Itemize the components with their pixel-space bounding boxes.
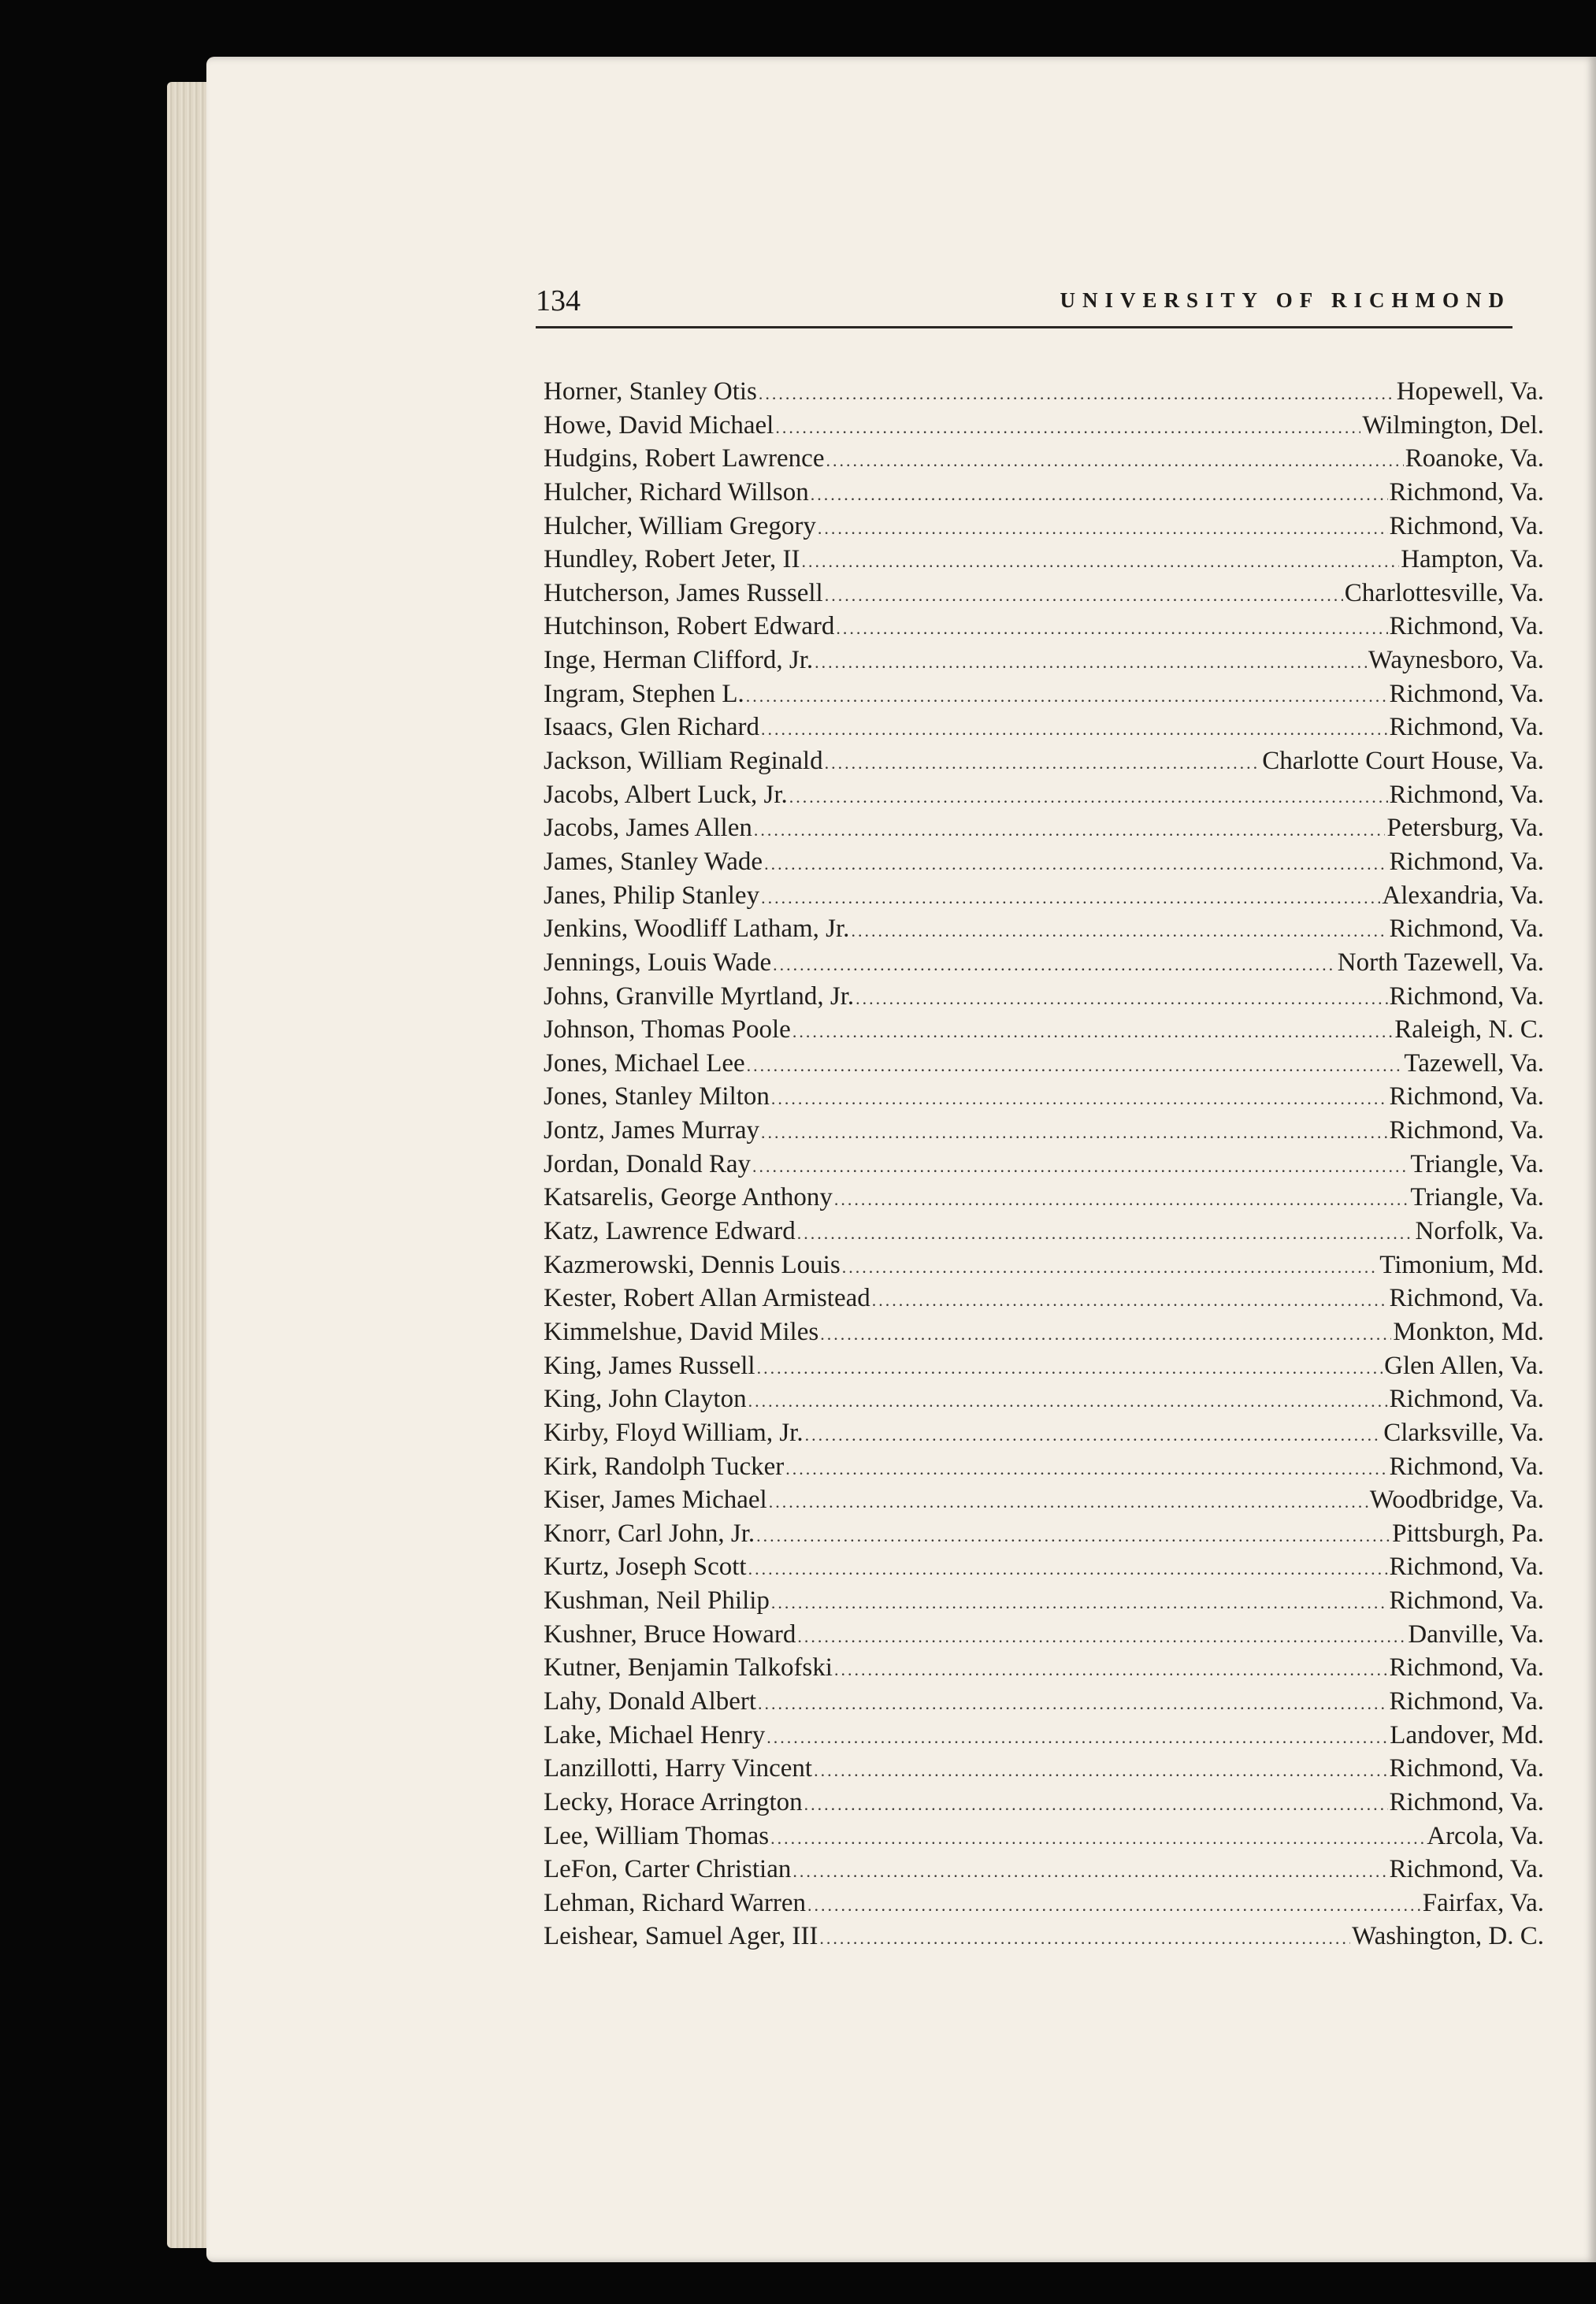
- dot-leader: [856, 982, 1387, 1016]
- directory-entry: [544, 1920, 1544, 1953]
- directory-entry: [544, 1786, 1544, 1820]
- entry-name: Hutcherson, James Russell: [544, 578, 823, 607]
- dot-leader: [761, 881, 1380, 915]
- entry-name: Kurtz, Joseph Scott: [544, 1553, 747, 1582]
- dot-leader: [820, 1318, 1391, 1352]
- dot-leader: [825, 747, 1261, 781]
- entry-name: Jones, Michael Lee: [544, 1048, 745, 1078]
- dot-leader: [759, 377, 1395, 411]
- entry-name: LeFon, Carter Christian: [544, 1855, 792, 1884]
- dot-leader: [758, 1687, 1387, 1721]
- entry-place: Richmond, Va.: [1389, 1082, 1544, 1111]
- entry-place: Washington, D. C.: [1352, 1922, 1544, 1951]
- entry-name: Kirby, Floyd William, Jr.: [544, 1418, 804, 1447]
- entry-place: Clarksville, Va.: [1383, 1418, 1544, 1447]
- directory-entry: [544, 744, 1544, 778]
- dot-leader: [792, 1015, 1393, 1049]
- dot-leader: [747, 1049, 1403, 1083]
- page-header: [536, 284, 1511, 320]
- dot-leader: [797, 1217, 1414, 1251]
- entry-name: Lee, William Thomas: [544, 1821, 770, 1850]
- dot-leader: [770, 1822, 1425, 1856]
- dot-leader: [748, 1553, 1388, 1586]
- entry-name: Jackson, William Reginald: [544, 747, 823, 776]
- directory-entry: [544, 1887, 1544, 1920]
- dot-leader: [764, 848, 1387, 881]
- directory-entry: [544, 1450, 1544, 1484]
- entry-name: Inge, Herman Clifford, Jr.: [544, 646, 814, 675]
- entry-name: Janes, Philip Stanley: [544, 881, 760, 910]
- entry-name: King, James Russell: [544, 1351, 755, 1380]
- entry-place: Raleigh, N. C.: [1394, 1015, 1544, 1044]
- entry-place: Hopewell, Va.: [1396, 377, 1544, 406]
- entry-place: Pittsburgh, Pa.: [1392, 1519, 1544, 1548]
- dot-leader: [834, 1183, 1409, 1217]
- entry-place: Richmond, Va.: [1389, 780, 1544, 809]
- entry-place: Richmond, Va.: [1389, 1452, 1544, 1481]
- directory-entry: [544, 1080, 1544, 1114]
- directory-entry: [544, 1382, 1544, 1416]
- entry-place: Richmond, Va.: [1389, 1686, 1544, 1716]
- entry-place: Richmond, Va.: [1389, 477, 1544, 506]
- entry-name: Horner, Stanley Otis: [544, 377, 757, 406]
- directory-entry: [544, 1618, 1544, 1652]
- dot-leader: [775, 411, 1360, 445]
- dot-leader: [757, 1352, 1383, 1386]
- directory-entry: [544, 1248, 1544, 1282]
- entry-name: Hulcher, Richard Willson: [544, 477, 809, 506]
- dot-leader: [802, 545, 1400, 579]
- directory-entry: [544, 811, 1544, 845]
- dot-leader: [756, 1519, 1390, 1553]
- directory-entry: [544, 1550, 1544, 1584]
- dot-leader: [789, 781, 1388, 814]
- dot-leader: [761, 1116, 1387, 1150]
- directory-list: [544, 375, 1544, 1953]
- entry-name: Leishear, Samuel Ager, III: [544, 1922, 818, 1951]
- entry-name: Isaacs, Glen Richard: [544, 713, 759, 742]
- entry-place: Richmond, Va.: [1389, 679, 1544, 708]
- entry-place: Richmond, Va.: [1389, 1754, 1544, 1783]
- entry-place: Monkton, Md.: [1393, 1317, 1544, 1346]
- directory-entry: [544, 1315, 1544, 1349]
- dot-leader: [746, 680, 1388, 714]
- entry-place: Richmond, Va.: [1389, 713, 1544, 742]
- directory-entry: [544, 1820, 1544, 1853]
- directory-entry: [544, 1181, 1544, 1215]
- directory-entry: [544, 710, 1544, 744]
- entry-name: Kimmelshue, David Miles: [544, 1317, 819, 1346]
- entry-place: North Tazewell, Va.: [1337, 948, 1544, 977]
- entry-name: Johnson, Thomas Poole: [544, 1015, 791, 1044]
- header-rule: [536, 326, 1512, 328]
- entry-place: Richmond, Va.: [1389, 1855, 1544, 1884]
- entry-name: Lehman, Richard Warren: [544, 1888, 807, 1917]
- entry-name: Ingram, Stephen L.: [544, 679, 744, 708]
- dot-leader: [807, 1889, 1421, 1923]
- directory-entry: [544, 1517, 1544, 1551]
- dot-leader: [815, 646, 1367, 680]
- dot-leader: [748, 1385, 1388, 1419]
- directory-entry: [544, 1853, 1544, 1887]
- entry-place: Timonium, Md.: [1379, 1250, 1544, 1279]
- entry-place: Richmond, Va.: [1389, 915, 1544, 944]
- directory-entry: [544, 1483, 1544, 1517]
- entry-name: Lahy, Donald Albert: [544, 1686, 757, 1716]
- directory-entry: [544, 845, 1544, 879]
- entry-name: Katz, Lawrence Edward: [544, 1217, 796, 1246]
- directory-entry: [544, 510, 1544, 544]
- entry-name: Jordan, Donald Ray: [544, 1149, 752, 1178]
- entry-place: Roanoke, Va.: [1405, 444, 1544, 473]
- dot-leader: [766, 1721, 1388, 1755]
- dot-leader: [792, 1855, 1387, 1889]
- directory-entry: [544, 1215, 1544, 1248]
- entry-place: Alexandria, Va.: [1382, 881, 1544, 910]
- dot-leader: [785, 1453, 1387, 1486]
- entry-name: Lanzillotti, Harry Vincent: [544, 1754, 813, 1783]
- running-title: UNIVERSITY OF RICHMOND: [1060, 288, 1511, 312]
- entry-place: Fairfax, Va.: [1422, 1888, 1544, 1917]
- entry-place: Waynesboro, Va.: [1368, 646, 1544, 675]
- entry-name: Johns, Granville Myrtland, Jr.: [544, 981, 855, 1011]
- entry-name: Kiser, James Michael: [544, 1486, 767, 1515]
- directory-entry: [544, 912, 1544, 946]
- entry-place: Petersburg, Va.: [1386, 814, 1544, 843]
- entry-name: Jacobs, James Allen: [544, 814, 752, 843]
- entry-place: Richmond, Va.: [1389, 511, 1544, 540]
- entry-name: Knorr, Carl John, Jr.: [544, 1519, 755, 1548]
- directory-entry: [544, 476, 1544, 510]
- entry-name: Kushman, Neil Philip: [544, 1586, 770, 1616]
- page-number: 134: [536, 284, 581, 317]
- entry-name: Lecky, Horace Arrington: [544, 1787, 803, 1816]
- directory-entry: [544, 1282, 1544, 1315]
- entry-place: Woodbridge, Va.: [1369, 1486, 1544, 1515]
- entry-place: Danville, Va.: [1408, 1619, 1544, 1649]
- directory-entry: [544, 644, 1544, 677]
- entry-name: Hutchinson, Robert Edward: [544, 612, 835, 641]
- dot-leader: [834, 1653, 1388, 1687]
- entry-name: Jones, Stanley Milton: [544, 1082, 770, 1111]
- dot-leader: [851, 915, 1387, 948]
- entry-place: Richmond, Va.: [1389, 981, 1544, 1011]
- dot-leader: [836, 612, 1387, 646]
- entry-name: Hudgins, Robert Lawrence: [544, 444, 825, 473]
- dot-leader: [826, 444, 1403, 478]
- directory-entry: [544, 577, 1544, 610]
- entry-name: Hulcher, William Gregory: [544, 511, 816, 540]
- directory-entry: [544, 1416, 1544, 1450]
- dot-leader: [805, 1419, 1383, 1453]
- entry-place: Richmond, Va.: [1389, 1787, 1544, 1816]
- directory-entry: [544, 677, 1544, 711]
- entry-name: Kester, Robert Allan Armistead: [544, 1284, 870, 1313]
- entry-place: Norfolk, Va.: [1415, 1217, 1544, 1246]
- entry-place: Tazewell, Va.: [1404, 1048, 1544, 1078]
- entry-place: Triangle, Va.: [1410, 1149, 1544, 1178]
- entry-place: Arcola, Va.: [1427, 1821, 1544, 1850]
- dot-leader: [872, 1284, 1388, 1318]
- directory-entry: [544, 1013, 1544, 1047]
- entry-place: Charlotte Court House, Va.: [1262, 747, 1544, 776]
- entry-name: Jacobs, Albert Luck, Jr.: [544, 780, 788, 809]
- dot-leader: [819, 1922, 1350, 1956]
- entry-place: Wilmington, Del.: [1362, 410, 1544, 440]
- dot-leader: [814, 1754, 1387, 1788]
- directory-entry: [544, 1584, 1544, 1618]
- entry-name: Lake, Michael Henry: [544, 1720, 766, 1749]
- directory-entry: [544, 946, 1544, 980]
- dot-leader: [773, 948, 1336, 982]
- directory-entry: [544, 1148, 1544, 1182]
- directory-entry: [544, 1752, 1544, 1786]
- entry-name: James, Stanley Wade: [544, 847, 763, 876]
- entry-place: Richmond, Va.: [1389, 1116, 1544, 1145]
- directory-entry: [544, 1349, 1544, 1383]
- dot-leader: [825, 579, 1343, 613]
- entry-place: Richmond, Va.: [1389, 1284, 1544, 1313]
- directory-entry: [544, 375, 1544, 409]
- entry-place: Richmond, Va.: [1389, 612, 1544, 641]
- entry-name: King, John Clayton: [544, 1385, 747, 1414]
- entry-place: Richmond, Va.: [1389, 1385, 1544, 1414]
- entry-place: Richmond, Va.: [1389, 847, 1544, 876]
- entry-place: Richmond, Va.: [1389, 1553, 1544, 1582]
- entry-name: Kirk, Randolph Tucker: [544, 1452, 785, 1481]
- entry-name: Kazmerowski, Dennis Louis: [544, 1250, 841, 1279]
- entry-name: Howe, David Michael: [544, 410, 774, 440]
- entry-place: Glen Allen, Va.: [1384, 1351, 1544, 1380]
- directory-entry: [544, 409, 1544, 443]
- dot-leader: [754, 814, 1386, 848]
- directory-entry: [544, 442, 1544, 476]
- entry-place: Charlottesville, Va.: [1344, 578, 1544, 607]
- directory-entry: [544, 980, 1544, 1014]
- entry-place: Richmond, Va.: [1389, 1586, 1544, 1616]
- dot-leader: [761, 713, 1388, 747]
- entry-name: Hundley, Robert Jeter, II: [544, 545, 800, 574]
- directory-entry: [544, 1685, 1544, 1719]
- dot-leader: [804, 1788, 1388, 1822]
- directory-entry: [544, 1719, 1544, 1753]
- dot-leader: [769, 1486, 1368, 1519]
- entry-place: Triangle, Va.: [1410, 1183, 1544, 1212]
- entry-place: Landover, Md.: [1390, 1720, 1544, 1749]
- entry-name: Jontz, James Murray: [544, 1116, 760, 1145]
- entry-place: Richmond, Va.: [1389, 1653, 1544, 1683]
- entry-name: Jennings, Louis Wade: [544, 948, 772, 977]
- dot-leader: [842, 1251, 1379, 1285]
- entry-name: Jenkins, Woodliff Latham, Jr.: [544, 915, 850, 944]
- directory-entry: [544, 778, 1544, 812]
- directory-entry: [544, 1114, 1544, 1148]
- entry-name: Katsarelis, George Anthony: [544, 1183, 833, 1212]
- dot-leader: [752, 1150, 1409, 1184]
- dot-leader: [771, 1586, 1388, 1620]
- directory-entry: [544, 543, 1544, 577]
- entry-name: Kushner, Bruce Howard: [544, 1619, 796, 1649]
- dot-leader: [771, 1082, 1388, 1116]
- dot-leader: [811, 478, 1388, 512]
- dot-leader: [797, 1620, 1406, 1654]
- directory-entry: [544, 879, 1544, 913]
- entry-name: Kutner, Benjamin Talkofski: [544, 1653, 833, 1683]
- directory-entry: [544, 1651, 1544, 1685]
- directory-entry: [544, 610, 1544, 644]
- entry-place: Hampton, Va.: [1401, 545, 1544, 574]
- dot-leader: [818, 512, 1388, 546]
- directory-entry: [544, 1047, 1544, 1081]
